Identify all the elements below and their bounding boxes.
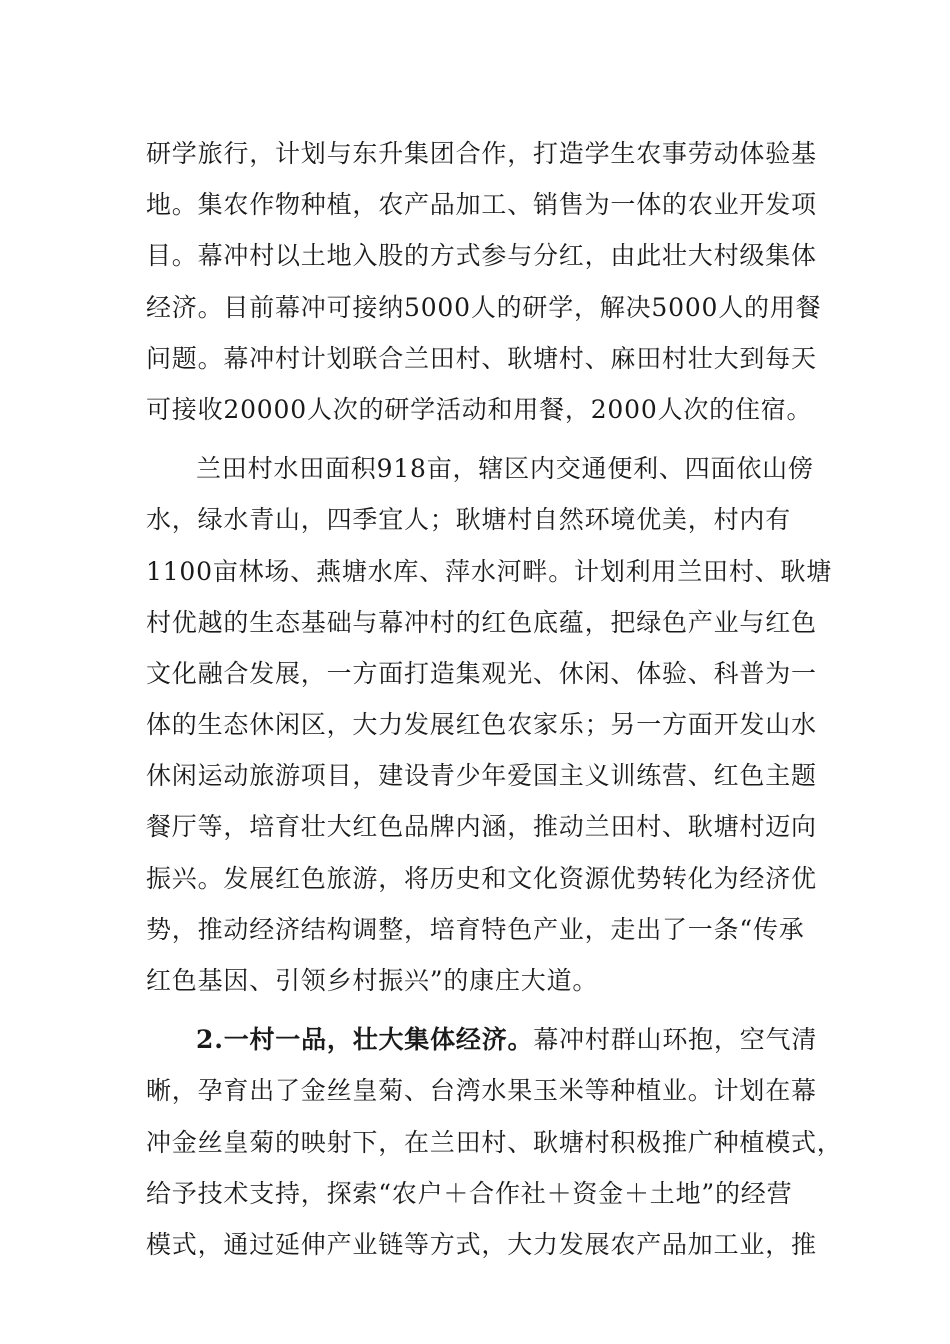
text-line: 红色基因、引领乡村振兴”的康庄大道。 [146,966,599,995]
paragraph-research-travel [146,128,822,435]
text-line: 研学旅行，计划与东升集团合作，打造学生农事劳动体验基 [146,139,817,168]
text-line: 餐厅等，培育壮大红色品牌内涵，推动兰田村、耿塘村迈向 [146,812,817,842]
text-line: 文化融合发展，一方面打造集观光、休闲、体验、科普为一 [146,658,817,688]
text-line: 水，绿水青山，四季宜人；耿塘村自然环境优美，村内有 [146,505,792,535]
section-heading: 2.一村一品，壮大集体经济。 [196,1025,534,1055]
text-line: 模式，通过延伸产业链等方式，大力发展农产品加工业，推 [146,1229,817,1259]
paragraph-one-village-one-product [146,1014,843,1270]
text-line: 问题。幕冲村计划联合兰田村、耿塘村、麻田村壮大到每天 [146,343,817,373]
text-line: 目。幕冲村以土地入股的方式参与分红，由此壮大村级集体 [146,241,817,271]
text-line: 体的生态休闲区，大力发展红色农家乐；另一方面开发山水 [146,710,817,740]
text-line: 晰，孕育出了金丝皇菊、台湾水果玉米等种植业。计划在幕 [146,1076,817,1106]
text-line: 给予技术支持，探索“农户＋合作社＋资金＋土地”的经营 [146,1178,793,1208]
text-line: 振兴。发展红色旅游，将历史和文化资源优势转化为经济优 [146,863,817,893]
text-line [146,1014,818,1065]
text-line: 地。集农作物种植，农产品加工、销售为一体的农业开发项 [146,190,817,220]
text-line: 兰田村水田面积918亩，辖区内交通便利、四面依山傍 [196,454,814,484]
document-body [146,128,843,1270]
text-line: 村优越的生态基础与幕冲村的红色底蕴，把绿色产业与红色 [146,607,817,637]
heading-line-rest: 幕冲村群山环抱，空气清 [533,1025,818,1055]
text-line: 可接收20000人次的研学活动和用餐，2000人次的住宿。 [146,394,813,424]
text-line: 1100亩林场、燕塘水库、萍水河畔。计划利用兰田村、耿塘 [146,556,833,586]
text-line: 势，推动经济结构调整，培育特色产业，走出了一条“传承 [146,914,805,944]
text-line: 经济。目前幕冲可接纳5000人的研学，解决5000人的用餐 [146,292,822,322]
paragraph-lantian-village [146,443,833,1006]
text-line: 休闲运动旅游项目，建设青少年爱国主义训练营、红色主题 [146,761,817,791]
text-line: 冲金丝皇菊的映射下，在兰田村、耿塘村积极推广种植模式， [146,1127,843,1157]
